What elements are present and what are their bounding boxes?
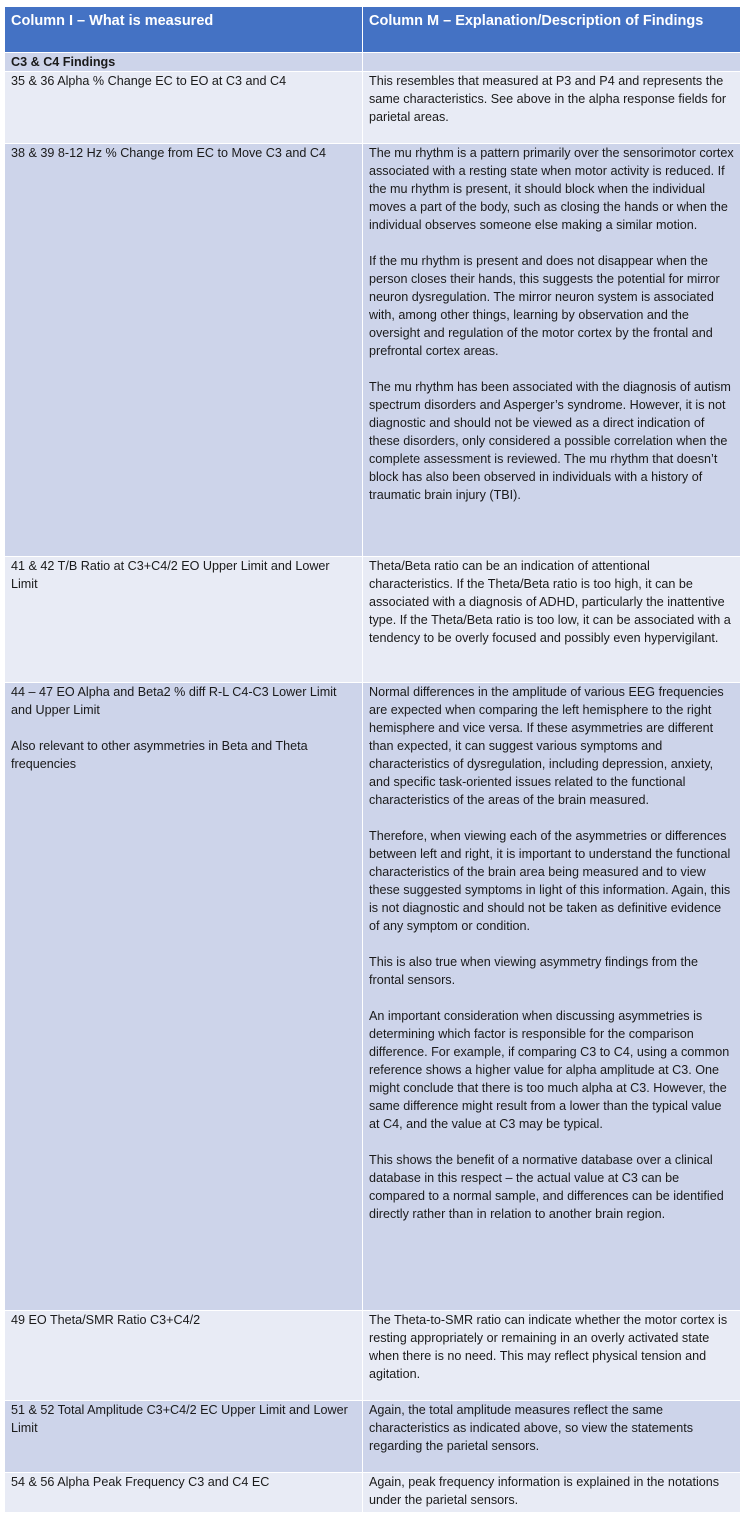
description-cell (363, 1311, 741, 1401)
findings-table (4, 6, 741, 1513)
column-header-description: Column M – Explanation/Description of Findings (363, 7, 741, 53)
description-cell (363, 72, 741, 144)
measure-text: 49 EO Theta/SMR Ratio C3+C4/2 (11, 1313, 201, 1327)
description-text: Normal differences in the amplitude of various EEG frequencies are expected when comparing the left hemisphere to the right hemisphere and vice versa. If these asymmetries are different than expected, it can suggest various symptoms and characteristics of dysregulation, including depression, anxiety, and specific task-oriented issues related to the functional characteristics of the areas of the brain measured. (369, 685, 724, 807)
column-header-measured: Column I – What is measured (5, 7, 363, 53)
table-row (5, 557, 741, 683)
description-cell (363, 1473, 741, 1513)
description-text: If the mu rhythm is present and does not disappear when the person closes their hands, this suggests the potential for mirror neuron dysregulation. The mirror neuron system is associated with, among other things, learning by observation and the oversight and regulation of the motor cortex by the frontal and prefrontal cortex areas. (369, 254, 720, 358)
section-empty-cell (363, 53, 741, 72)
table-row (5, 1473, 741, 1513)
description-text: Theta/Beta ratio can be an indication of attentional characteristics. If the Theta/Beta ratio is too high, it can be associated with a diagnosis of ADHD, particularly the inattentive type. If the Theta/Beta ratio is too low, it can be associated with a tendency to be overly focused and possibly even hypervigilant. (369, 559, 731, 645)
description-cell (363, 683, 741, 1311)
description-text: Therefore, when viewing each of the asymmetries or differences between left and right, it is important to understand the functional characteristics of the brain area being measured and to view these suggested symptoms in light of this information. Again, this is not diagnostic and should not be taken as definitive evidence of any symptom or condition. (369, 829, 731, 933)
section-row (5, 53, 741, 72)
measure-cell (5, 683, 363, 1311)
description-text: Again, the total amplitude measures reflect the same characteristics as indicated above, so view the statements regarding the parietal sensors. (369, 1403, 694, 1453)
section-title: C3 & C4 Findings (5, 53, 363, 72)
description-text: Again, peak frequency information is explained in the notations under the parietal sensors. (369, 1475, 720, 1507)
measure-cell (5, 1401, 363, 1473)
measure-cell (5, 1473, 363, 1513)
table-row (5, 683, 741, 1311)
measure-text: Also relevant to other asymmetries in Beta and Theta frequencies (11, 739, 308, 771)
measure-text: 38 & 39 8-12 Hz % Change from EC to Move C3 and C4 (11, 146, 327, 160)
description-text: This shows the benefit of a normative database over a clinical database in this respect – the actual value at C3 can be compared to a normal sample, and differences can be identified directly rather than in relation to another brain region. (369, 1153, 724, 1221)
description-cell (363, 144, 741, 557)
description-text: An important consideration when discussing asymmetries is determining which factor is responsible for the comparison difference. For example, if comparing C3 to C4, using a common reference shows a higher value for alpha amplitude at C3. One might conclude that there is too much alpha at C3. However, the same difference might result from a lower than the typical value at C4, and the value at C3 may be typical. (369, 1009, 730, 1131)
description-text: The mu rhythm is a pattern primarily over the sensorimotor cortex associated with a resting state when motor activity is reduced. If the mu rhythm is present, it should block when the individual moves a part of the body, such as closing the hands or when the individual observes someone else making a similar motion. (369, 146, 734, 232)
description-text: This is also true when viewing asymmetry findings from the frontal sensors. (369, 955, 698, 987)
table-row (5, 1311, 741, 1401)
description-cell (363, 557, 741, 683)
table-row (5, 72, 741, 144)
description-text: The mu rhythm has been associated with the diagnosis of autism spectrum disorders and Asperger’s syndrome. However, it is not diagnostic and should not be viewed as a direct indication of these disorders, only considered a possible correlation when the complete assessment is reviewed. The mu rhythm that doesn’t block has also been observed in individuals with a history of traumatic brain injury (TBI). (369, 380, 731, 502)
measure-cell (5, 1311, 363, 1401)
measure-text: 35 & 36 Alpha % Change EC to EO at C3 and C4 (11, 74, 287, 88)
description-cell (363, 1401, 741, 1473)
measure-cell (5, 72, 363, 144)
description-text: The Theta-to-SMR ratio can indicate whether the motor cortex is resting appropriately or remaining in an overly activated state when there is no need. This may reflect physical tension and agitation. (369, 1313, 728, 1381)
measure-text: 41 & 42 T/B Ratio at C3+C4/2 EO Upper Limit and Lower Limit (11, 559, 330, 591)
table-row (5, 1401, 741, 1473)
description-text: This resembles that measured at P3 and P4 and represents the same characteristics. See above in the alpha response fields for parietal areas. (369, 74, 727, 124)
measure-text: 51 & 52 Total Amplitude C3+C4/2 EC Upper Limit and Lower Limit (11, 1403, 348, 1435)
table-header-row (5, 7, 741, 53)
measure-cell (5, 557, 363, 683)
table-row (5, 144, 741, 557)
measure-text: 54 & 56 Alpha Peak Frequency C3 and C4 EC (11, 1475, 270, 1489)
measure-cell (5, 144, 363, 557)
measure-text: 44 – 47 EO Alpha and Beta2 % diff R-L C4-C3 Lower Limit and Upper Limit (11, 685, 337, 717)
